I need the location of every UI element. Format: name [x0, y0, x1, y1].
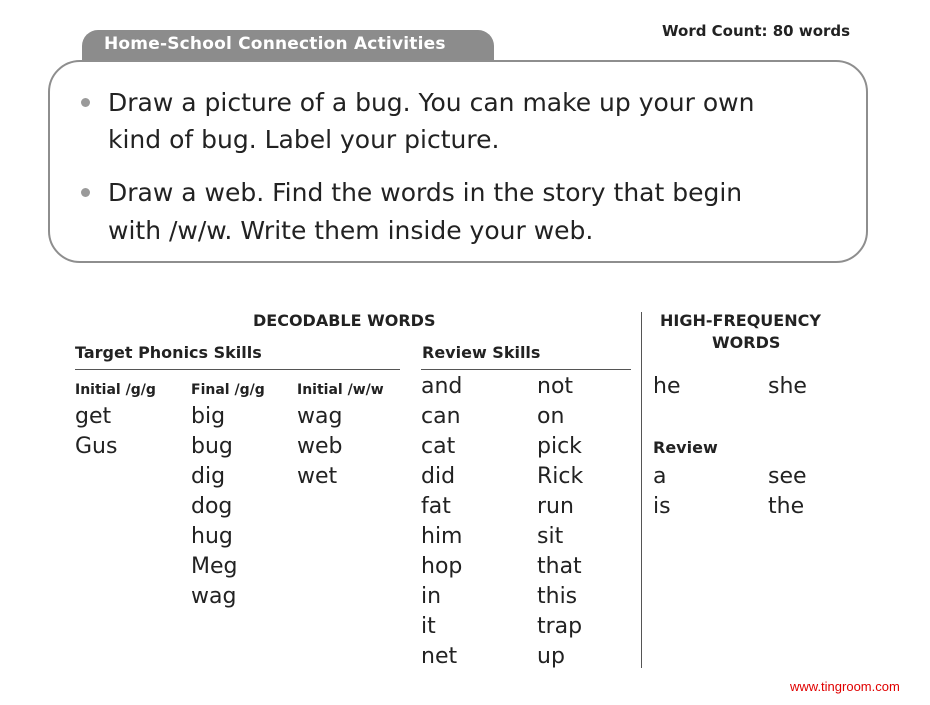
high-frequency-title-2: WORDS [712, 333, 781, 352]
word: fat [421, 494, 451, 519]
review-words-col-1 [421, 372, 463, 672]
word: big [191, 404, 226, 429]
hf-word-he: he [653, 374, 681, 399]
word: it [421, 614, 436, 639]
site-credit-link[interactable]: www.tingroom.com [790, 679, 900, 694]
word: him [421, 524, 463, 549]
word: Gus [75, 434, 118, 459]
hf-review-a: a [653, 464, 667, 489]
word: sit [537, 524, 564, 549]
word: in [421, 584, 442, 609]
hf-review-the: the [768, 494, 805, 519]
hf-word-she: she [768, 374, 807, 399]
final-g-label: Final /g/g [191, 382, 265, 398]
word: run [537, 494, 574, 519]
word: bug [191, 434, 233, 459]
hf-review-is: is [653, 494, 671, 519]
initial-g-words [75, 402, 117, 462]
word: trap [537, 614, 583, 639]
word: hug [191, 524, 233, 549]
word: not [537, 374, 574, 399]
word: and [421, 374, 463, 399]
word: hop [421, 554, 463, 579]
word: web [297, 434, 343, 459]
word: wag [297, 404, 343, 429]
final-g-words [191, 402, 237, 612]
word: get [75, 404, 112, 429]
hf-review-label: Review [653, 438, 718, 457]
word: Rick [537, 464, 584, 489]
section-divider [641, 312, 642, 668]
word: can [421, 404, 461, 429]
word: this [537, 584, 578, 609]
bullet-icon [81, 98, 90, 107]
activity-2-line-2: with /w/w. Write them inside your web. [108, 216, 594, 245]
word: up [537, 644, 565, 669]
target-phonics-rule [75, 369, 400, 370]
initial-w-label: Initial /w/w [297, 382, 384, 398]
word: on [537, 404, 565, 429]
hf-review-see: see [768, 464, 807, 489]
word: dig [191, 464, 226, 489]
word: cat [421, 434, 456, 459]
word: wet [297, 464, 338, 489]
target-phonics-header: Target Phonics Skills [75, 343, 262, 362]
activities-title: Home-School Connection Activities [104, 34, 446, 54]
word: dog [191, 494, 233, 519]
activity-2-line-1: Draw a web. Find the words in the story that begin [108, 178, 743, 207]
initial-g-label: Initial /g/g [75, 382, 156, 398]
word: pick [537, 434, 582, 459]
word: did [421, 464, 456, 489]
decodable-words-title: DECODABLE WORDS [253, 311, 436, 330]
word: wag [191, 584, 237, 609]
word: Meg [191, 554, 238, 579]
review-skills-rule [421, 369, 631, 370]
review-skills-header: Review Skills [422, 343, 541, 362]
word: net [421, 644, 458, 669]
activity-1-line-1: Draw a picture of a bug. You can make up your own [108, 88, 755, 117]
bullet-icon [81, 188, 90, 197]
initial-w-words [297, 402, 343, 492]
review-words-col-2 [537, 372, 583, 672]
word: that [537, 554, 582, 579]
high-frequency-title-1: HIGH-FREQUENCY [660, 311, 821, 330]
word-count: Word Count: 80 words [662, 22, 851, 40]
activity-1-line-2: kind of bug. Label your picture. [108, 125, 500, 154]
